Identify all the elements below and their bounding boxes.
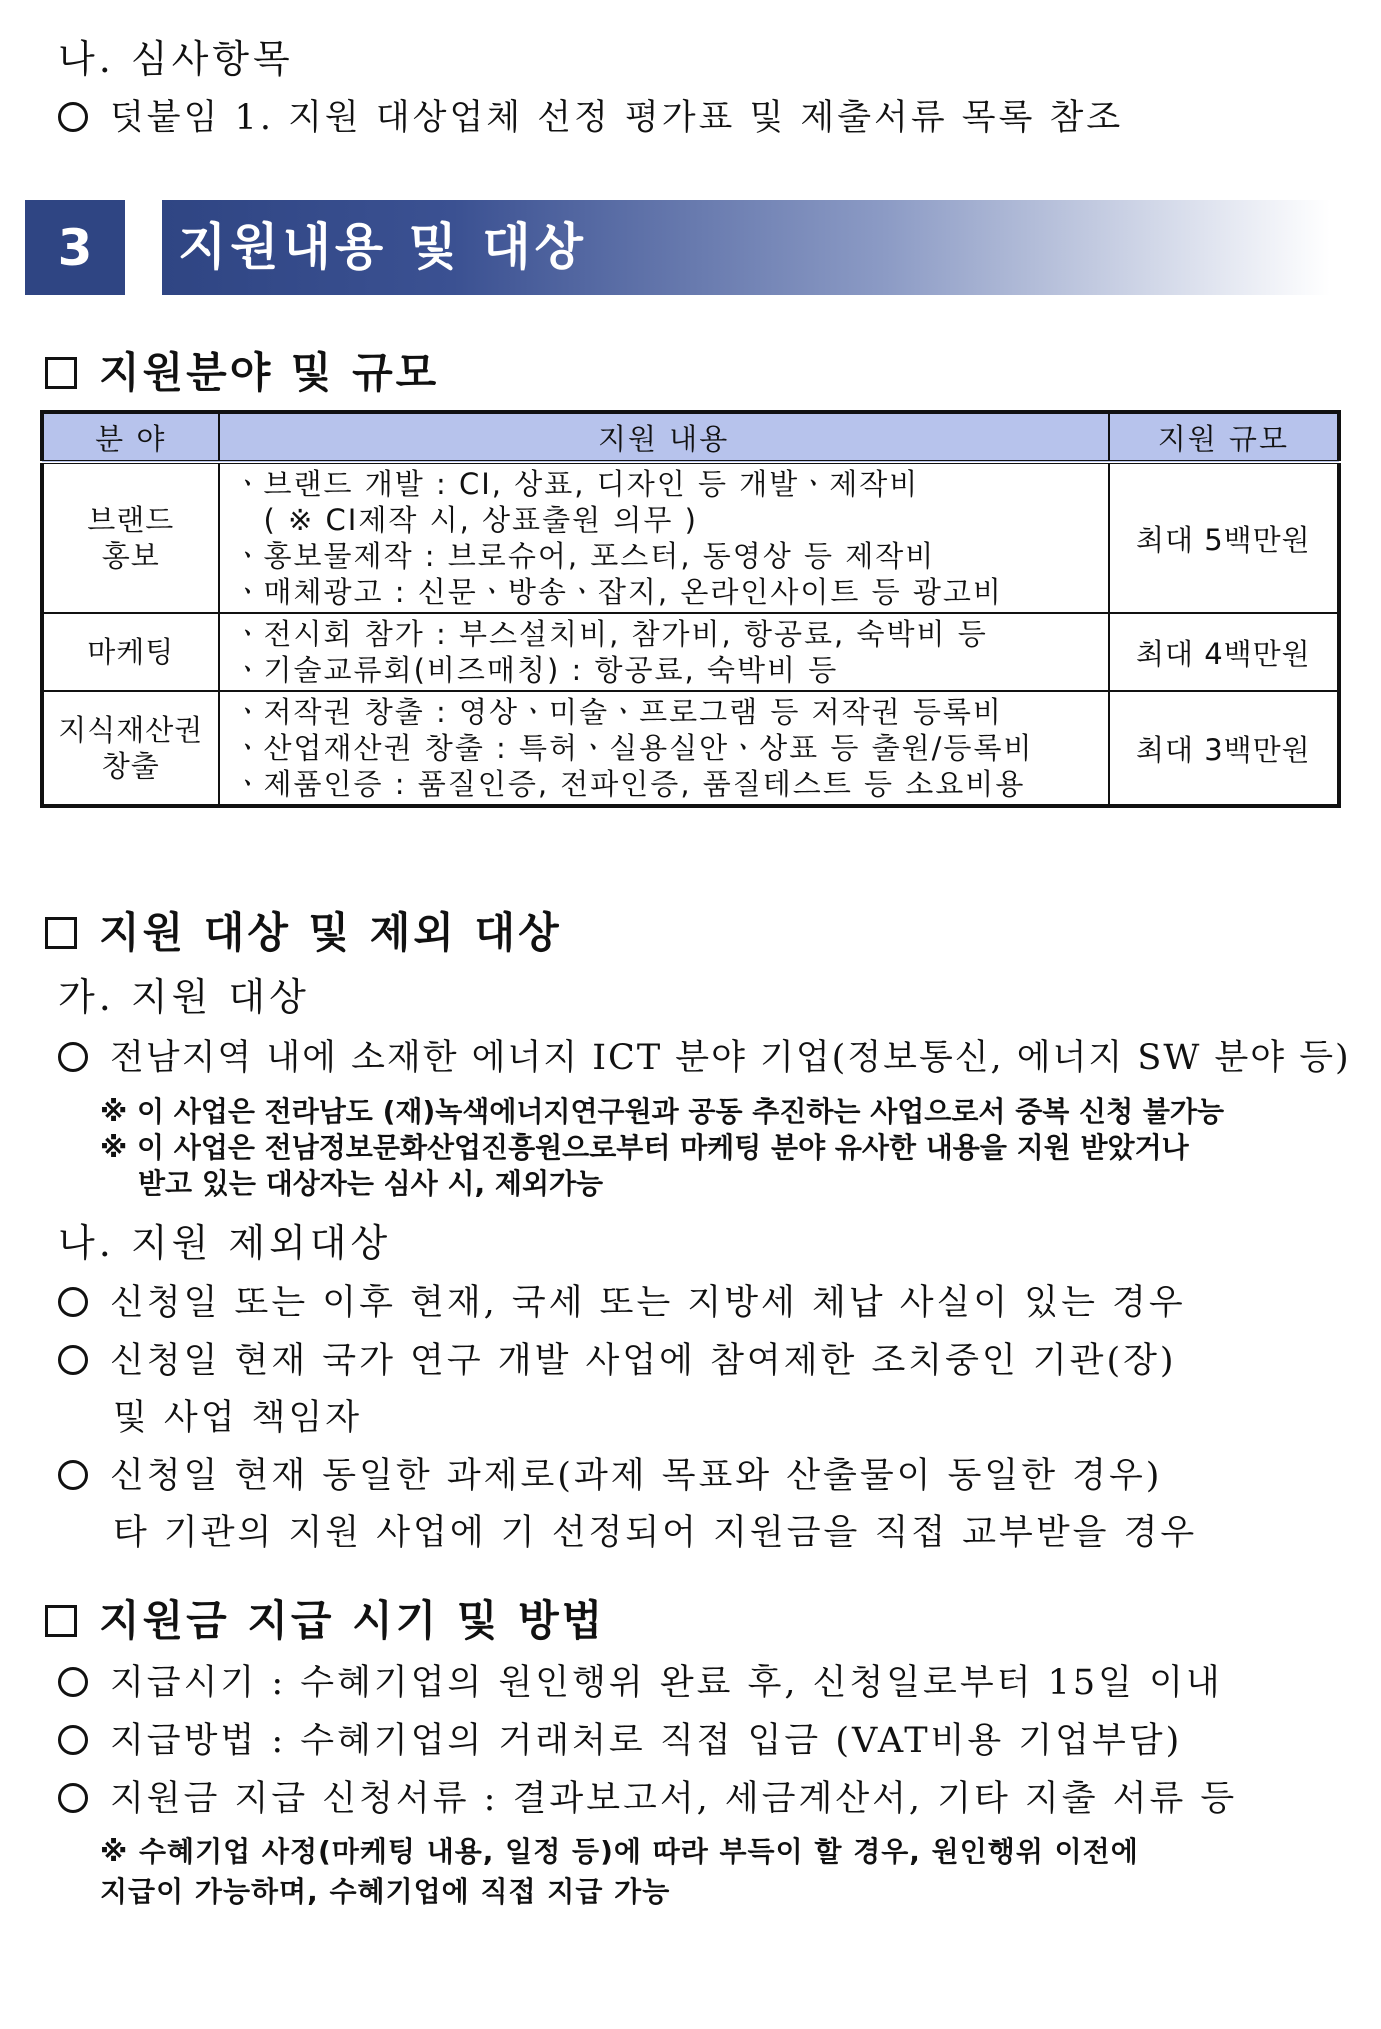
payment-title xyxy=(45,1588,605,1648)
content-line: ㆍ제품인증 : 품질인증, 전파인증, 품질테스트 등 소요비용 xyxy=(233,767,1026,801)
circle-bullet-icon xyxy=(58,1042,88,1072)
section-number-badge xyxy=(25,200,125,295)
payment-item-text: 지원금 지급 신청서류 : 결과보고서, 세금계산서, 기타 지출 서류 등 xyxy=(110,1779,1238,1819)
review-item xyxy=(58,90,1123,140)
content-line: ( ※ CI제작 시, 상표출원 의무 ) xyxy=(263,503,698,537)
category-line: 브랜드 xyxy=(87,503,175,537)
target-title-text: 지원 대상 및 제외 대상 xyxy=(99,908,562,957)
header-scale: 지원 규모 xyxy=(1109,412,1339,462)
support-scope-title-text: 지원분야 및 규모 xyxy=(99,348,440,397)
row-scale: 최대 3백만원 xyxy=(1109,691,1339,806)
row-category xyxy=(42,462,219,613)
header-content: 지원 내용 xyxy=(219,412,1109,462)
content-line: ㆍ저작권 창출 : 영상ㆍ미술ㆍ프로그램 등 저작권 등록비 xyxy=(233,695,1003,729)
row-scale: 최대 4백만원 xyxy=(1109,613,1339,691)
circle-bullet-icon xyxy=(58,1725,88,1755)
category-line: 지식재산권 xyxy=(58,713,204,747)
payment-item-3 xyxy=(58,1771,1237,1821)
row-content xyxy=(219,613,1109,691)
content-line: ㆍ매체광고 : 신문ㆍ방송ㆍ잡지, 온라인사이트 등 광고비 xyxy=(233,575,1003,609)
row-category xyxy=(42,691,219,806)
circle-bullet-icon xyxy=(58,1667,88,1697)
row-content xyxy=(219,462,1109,613)
exclusion-item-2-cont: 및 사업 책임자 xyxy=(113,1398,363,1438)
row-scale: 최대 5백만원 xyxy=(1109,462,1339,613)
header-category: 분 야 xyxy=(42,412,219,462)
payment-item-text: 지급시기 : 수혜기업의 원인행위 완료 후, 신청일로부터 15일 이내 xyxy=(110,1663,1223,1703)
payment-title-text: 지원금 지급 시기 및 방법 xyxy=(99,1596,606,1645)
category-line: 창출 xyxy=(101,749,160,783)
circle-bullet-icon xyxy=(58,102,88,132)
exclusion-text: 신청일 또는 이후 현재, 국세 또는 지방세 체납 사실이 있는 경우 xyxy=(110,1283,1186,1323)
checkbox-square-icon xyxy=(45,917,77,949)
support-scope-title xyxy=(45,340,439,400)
target-na-heading: 나. 지원 제외대상 xyxy=(58,1221,392,1265)
target-note-3: 받고 있는 대상자는 심사 시, 제외가능 xyxy=(138,1167,604,1200)
content-line: ㆍ홍보물제작 : 브로슈어, 포스터, 동영상 등 제작비 xyxy=(233,539,936,573)
target-title xyxy=(45,900,562,960)
target-ga-heading: 가. 지원 대상 xyxy=(58,975,310,1019)
payment-note-2: 지급이 가능하며, 수혜기업에 직접 지급 가능 xyxy=(100,1875,671,1908)
circle-bullet-icon xyxy=(58,1345,88,1375)
circle-bullet-icon xyxy=(58,1783,88,1813)
content-line: ㆍ브랜드 개발 : CI, 상표, 디자인 등 개발ㆍ제작비 xyxy=(233,467,920,501)
table-row xyxy=(42,613,1339,691)
review-item-text: 덧붙임 1. 지원 대상업체 선정 평가표 및 제출서류 목록 참조 xyxy=(110,98,1124,138)
content-line: ㆍ기술교류회(비즈매칭) : 항공료, 숙박비 등 xyxy=(233,653,839,687)
category-line: 마케팅 xyxy=(87,635,175,669)
section-number: 3 xyxy=(57,218,93,277)
target-ga-item xyxy=(58,1030,1351,1080)
table-row xyxy=(42,691,1339,806)
circle-bullet-icon xyxy=(58,1287,88,1317)
exclusion-text: 신청일 현재 동일한 과제로(과제 목표와 산출물이 동일한 경우) xyxy=(110,1456,1163,1496)
section-title: 지원내용 및 대상 xyxy=(178,218,587,276)
row-category xyxy=(42,613,219,691)
target-ga-item-text: 전남지역 내에 소재한 에너지 ICT 분야 기업(정보통신, 에너지 SW 분야 등) xyxy=(110,1038,1351,1078)
payment-item-1 xyxy=(58,1655,1223,1705)
exclusion-item-3-cont: 타 기관의 지원 사업에 기 선정되어 지원금을 직접 교부받을 경우 xyxy=(113,1513,1198,1553)
payment-item-2 xyxy=(58,1713,1182,1763)
row-content xyxy=(219,691,1109,806)
exclusion-item-1 xyxy=(58,1275,1186,1325)
exclusion-text: 신청일 현재 국가 연구 개발 사업에 참여제한 조치중인 기관(장) xyxy=(110,1341,1177,1381)
checkbox-square-icon xyxy=(45,1605,77,1637)
table-header-row xyxy=(42,412,1339,462)
circle-bullet-icon xyxy=(58,1460,88,1490)
table-row xyxy=(42,462,1339,613)
payment-note-1: ※ 수혜기업 사정(마케팅 내용, 일정 등)에 따라 부득이 할 경우, 원인행위 이전에 xyxy=(100,1835,1139,1868)
payment-item-text: 지급방법 : 수혜기업의 거래처로 직접 입금 (VAT비용 기업부담) xyxy=(110,1721,1183,1761)
target-note-2: ※ 이 사업은 전남정보문화산업진흥원으로부터 마케팅 분야 유사한 내용을 지원 받았거나 xyxy=(100,1131,1189,1164)
content-line: ㆍ전시회 참가 : 부스설치비, 참가비, 항공료, 숙박비 등 xyxy=(233,617,988,651)
support-scope-table xyxy=(40,410,1341,808)
review-heading: 나. 심사항목 xyxy=(58,37,294,81)
exclusion-item-2 xyxy=(58,1333,1177,1383)
content-line: ㆍ산업재산권 창출 : 특허ㆍ실용실안ㆍ상표 등 출원/등록비 xyxy=(233,731,1034,765)
checkbox-square-icon xyxy=(45,357,77,389)
exclusion-item-3 xyxy=(58,1448,1162,1498)
target-note-1: ※ 이 사업은 전라남도 (재)녹색에너지연구원과 공동 추진하는 사업으로서 중복 신청 불가능 xyxy=(100,1095,1225,1128)
category-line: 홍보 xyxy=(101,539,160,573)
